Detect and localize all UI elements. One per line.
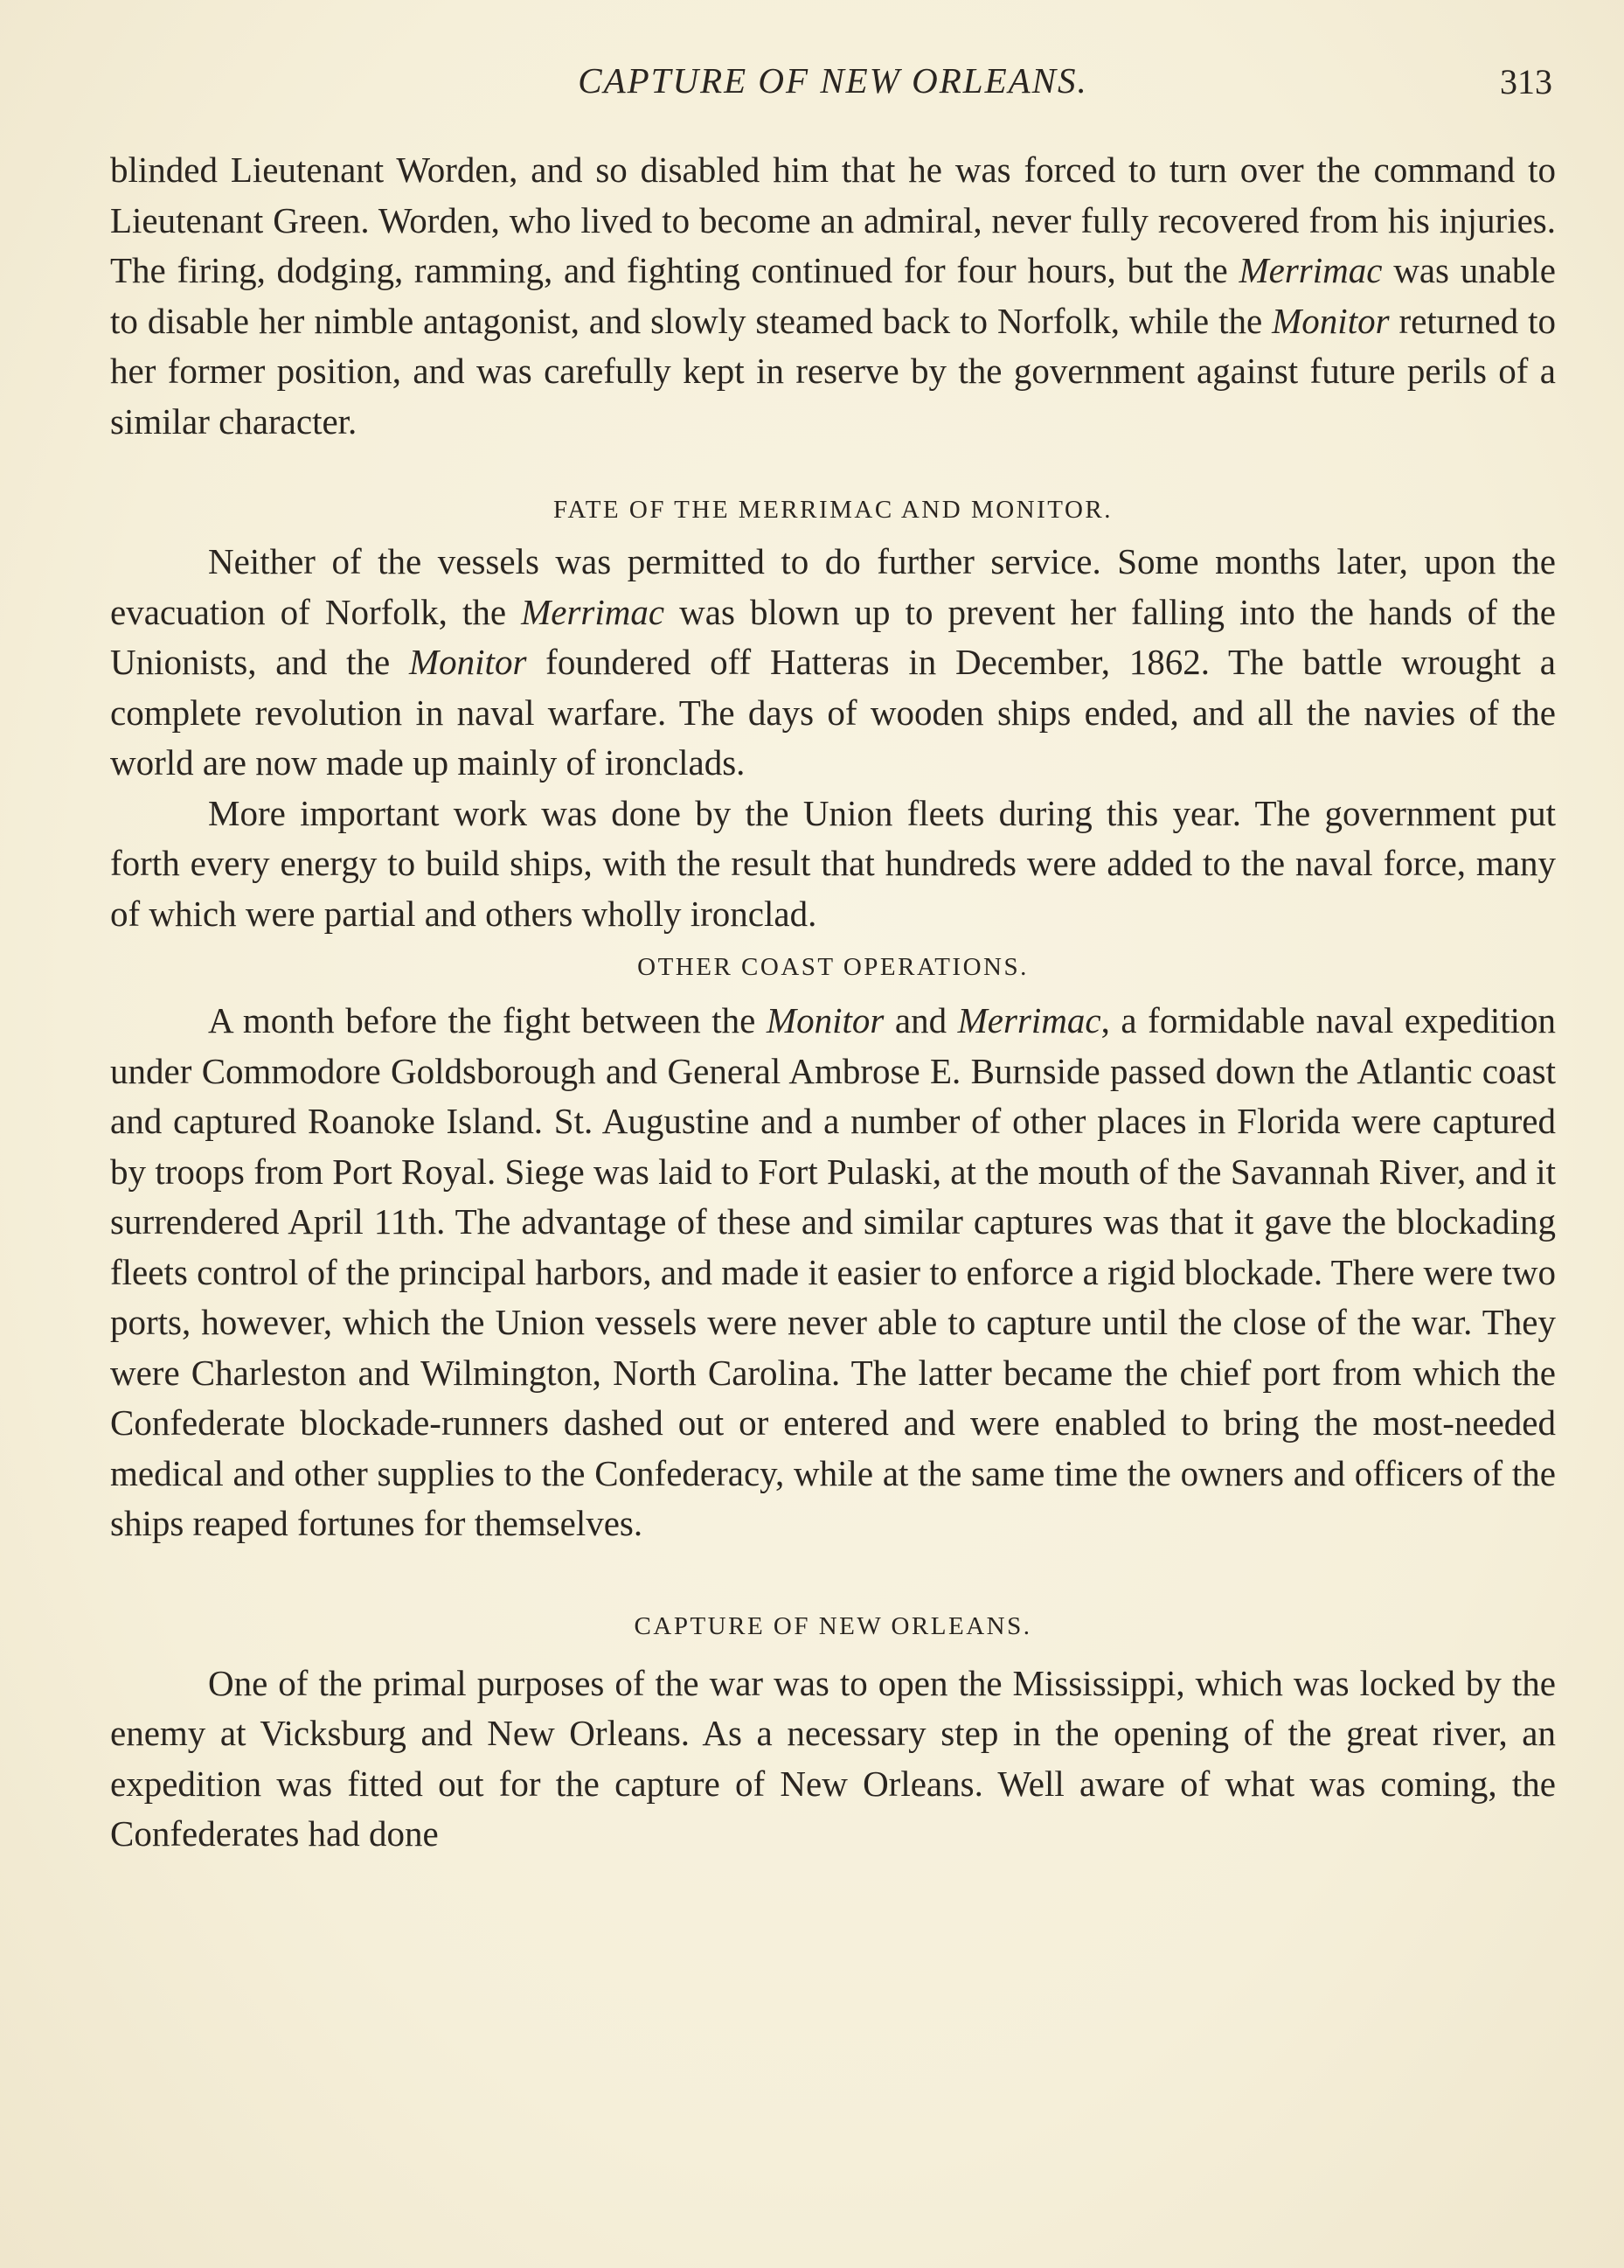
text-run: blinded Lieutenant Worden, and so disabled him that he was forced to turn over the command to Lieutenant Green. Worden, who lived to become an admiral, never fully recovered from his injuries. The firing, dodging, ramming, and fighting continued for four hours, but the [110, 150, 1556, 290]
body-text [110, 145, 1556, 1860]
text-run: was unable to disable her nimble antagonist, and slowly steamed back to Norfolk, while the [110, 250, 1556, 341]
paragraph-fate [110, 537, 1556, 789]
ship-name-monitor: Monitor [409, 642, 527, 682]
text-run: foundered off Hatteras in December, 1862. The battle wrought a complete revolution in naval warfare. The days of wooden ships ended, and all the navies of the world are now made up mainly of ironclads. [110, 642, 1556, 783]
text-run: and [884, 1000, 958, 1040]
running-title: CAPTURE OF NEW ORLEANS. [578, 60, 1088, 101]
paragraph-new-orleans: One of the primal purposes of the war was to open the Mississippi, which was locked by the enemy at Vicksburg and New Orleans. As a necessary step in the opening of the great river, an expedition was fitted out for the capture of New Orleans. Well aware of what was coming, the Confederates had done [110, 1662, 1556, 1854]
section-heading-other-coast: OTHER COAST OPERATIONS. [637, 953, 1029, 981]
text-run: A month before the fight between the [208, 1000, 767, 1040]
section-heading-capture: CAPTURE OF NEW ORLEANS. [634, 1611, 1032, 1640]
ship-name-monitor: Monitor [766, 1000, 885, 1040]
ship-name-merrimac: Merrimac [957, 1000, 1101, 1040]
text-run: , a formidable naval expedition under Commodore Goldsborough and General Ambrose E. Burnside passed down the Atlantic coast and captured Roanoke Island. St. Augustine and a number of other places in Florida were captured by troops from Port Royal. Siege was laid to Fort Pulaski, at the mouth of the Savannah River, and it surrendered April 11th. The advantage of these and similar captures was that it gave the blockading fleets control of the principal harbors, and made it easier to enforce a rigid blockade. There were two ports, however, which the Union vessels were never able to capture until the close of the war. They were Charleston and Wilmington, North Carolina. The latter became the chief port from which the Confederate blockade-runners dashed out or entered and were enabled to bring the most-needed medical and other supplies to the Confederacy, while at the same time the owners and officers of the ships reaped fortunes for themselves. [110, 1000, 1556, 1543]
paragraph-union-fleets: More important work was done by the Union fleets during this year. The government put forth every energy to build ships, with the result that hundreds were added to the naval force, many of which were partial and others wholly ironclad. [110, 792, 1556, 934]
text-run: returned to her former position, and was carefully kept in reserve by the government against future perils of a similar character. [110, 300, 1557, 442]
running-header [110, 52, 1556, 115]
ship-name-merrimac: Merrimac [1239, 250, 1383, 290]
ship-name-monitor: Monitor [1272, 300, 1390, 341]
section-heading-fate: FATE OF THE MERRIMAC AND MONITOR. [553, 496, 1113, 524]
text-run: was blown up to prevent her falling into the hands of the Unionists, and the [110, 591, 1556, 682]
paragraph-continued [110, 145, 1556, 447]
text-run: Neither of the vessels was permitted to do further service. Some months later, upon the evacuation of Norfolk, the [110, 541, 1556, 632]
paragraph-coast-operations [110, 996, 1556, 1549]
page-number: 313 [1500, 62, 1552, 101]
ship-name-merrimac: Merrimac [521, 591, 665, 632]
